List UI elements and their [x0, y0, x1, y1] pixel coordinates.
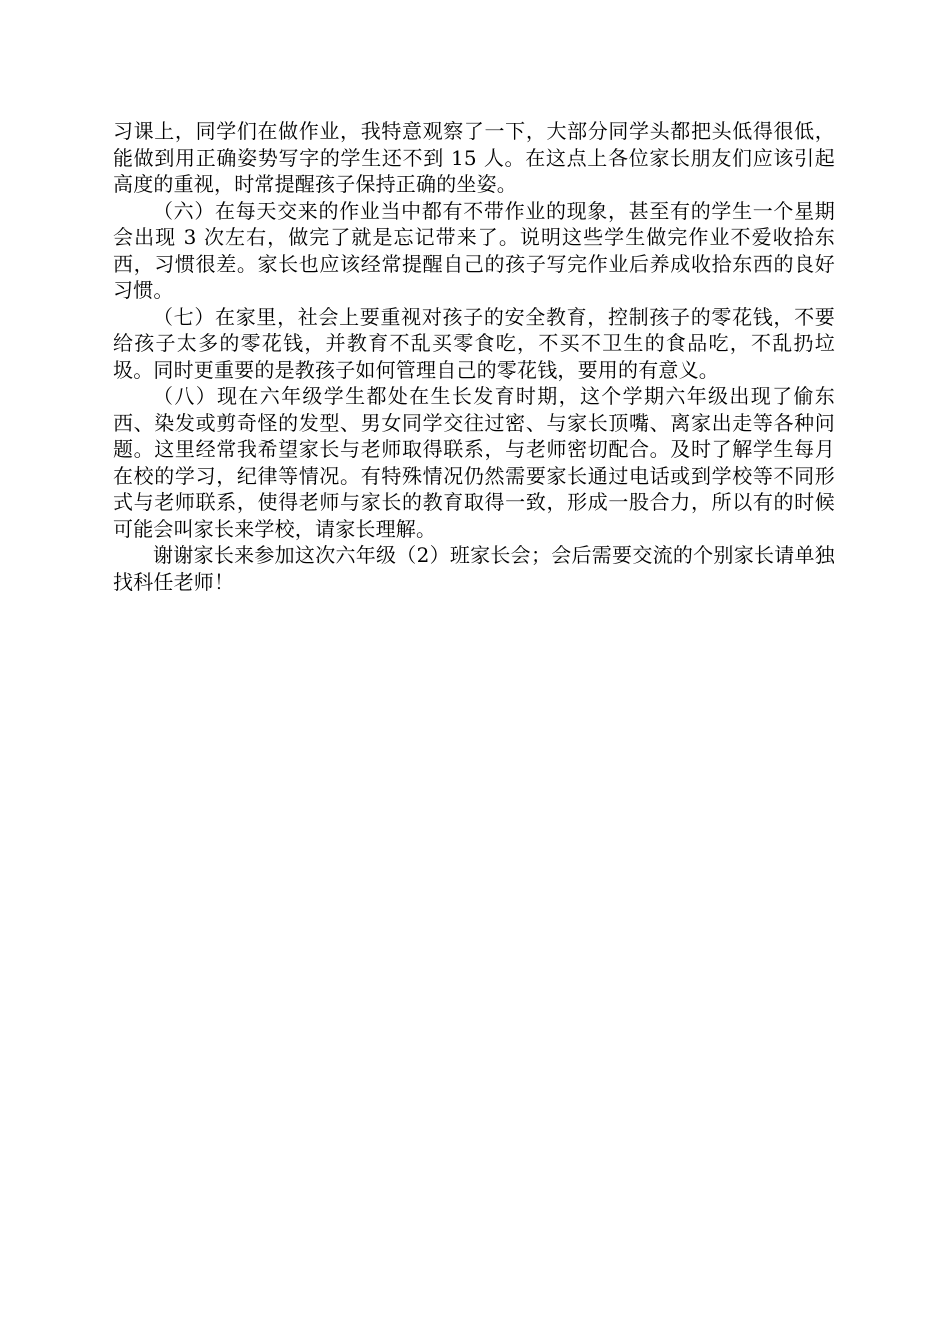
paragraph-six: （六）在每天交来的作业当中都有不带作业的现象，甚至有的学生一个星期会出现 3 次左右，做完了就是忘记带来了。说明这些学生做完作业不爱收拾东西，习惯很差。家长也应该经常提醒自己的孩子写完作业后养成收拾东西的良好习惯。: [113, 198, 835, 302]
paragraph-seven: （七）在家里，社会上要重视对孩子的安全教育，控制孩子的零花钱，不要给孩子太多的零花钱，并教育不乱买零食吃，不买不卫生的食品吃，不乱扔垃圾。同时更重要的是教孩子如何管理自己的零花钱，要用的有意义。: [113, 304, 835, 382]
paragraph-continued: 习课上，同学们在做作业，我特意观察了一下，大部分同学头都把头低得很低，能做到用正确姿势写字的学生还不到 15 人。在这点上各位家长朋友们应该引起高度的重视，时常提醒孩子保持正确的坐姿。: [113, 119, 835, 196]
document-body: [113, 118, 835, 595]
closing-paragraph: 谢谢家长来参加这次六年级（2）班家长会；会后需要交流的个别家长请单独找科任老师！: [113, 543, 835, 594]
paragraph-eight: （八）现在六年级学生都处在生长发育时期，这个学期六年级出现了偷东西、染发或剪奇怪的发型、男女同学交往过密、与家长顶嘴、离家出走等各种问题。这里经常我希望家长与老师取得联系，与老师密切配合。及时了解学生每月在校的学习，纪律等情况。有特殊情况仍然需要家长通过电话或到学校等不同形式与老师联系，使得老师与家长的教育取得一致，形成一股合力，所以有的时候可能会叫家长来学校，请家长理解。: [113, 384, 835, 541]
